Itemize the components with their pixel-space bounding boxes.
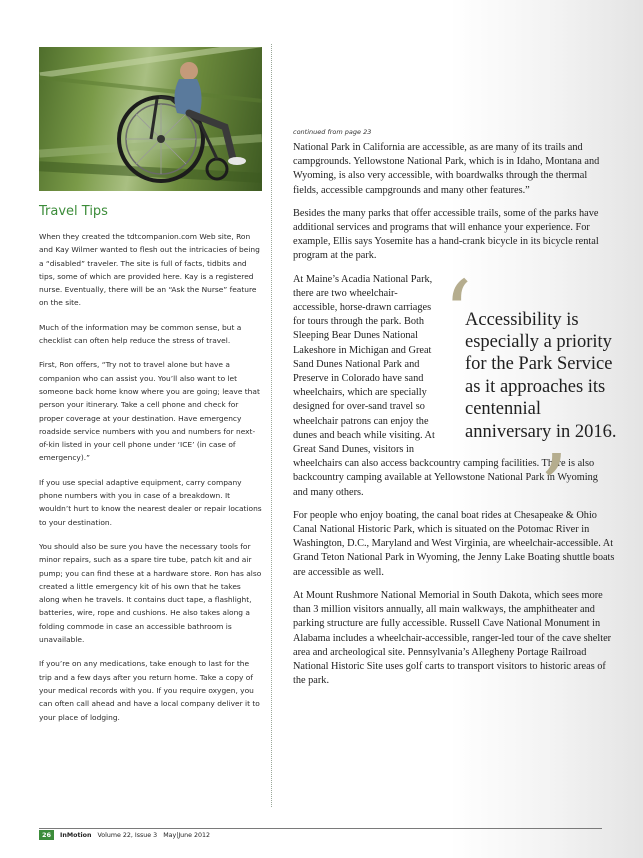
pull-quote-text: Accessibility is especially a priority for the Park Service as it approaches its centennial anniversary in 2016.	[465, 309, 617, 442]
sidebar-paragraph: First, Ron offers, “Try not to travel alone but have a companion who can assist you. You’ll also want to let someone back home know where you are going; leave that person your itinerary. Take a cell phone and check for proper coverage at your destination. Have emergency roadside service numbers with you and numbers for next-of-kin listed in your cell phone under ‘ICE’ (in case of emergency).”	[39, 360, 260, 463]
travel-tips-sidebar	[39, 204, 263, 735]
sidebar-paragraph: You should also be sure you have the necessary tools for minor repairs, such as a spare tire tube, patch kit and air pump; you can find these at a hardware store. Ron has also created a little emergency kit of his own that he takes along when he travels. It contains duct tape, a flashlight, batteries, wire, rope and cushions. He also takes along a folding commode in case an accessible bathroom is unavailable.	[39, 541, 262, 645]
wheelchair-photo	[39, 47, 262, 191]
sidebar-paragraph: If you use special adaptive equipment, carry company phone numbers with you in case of a breakdown. It wouldn’t hurt to know the nearest dealer or repair locations to your destination.	[39, 477, 262, 527]
sidebar-paragraph: When they created the tdtcompanion.com Web site, Ron and Kay Wilmer wanted to flesh out the intricacies of being a “disabled” traveler. The site is full of facts, tidbits and tips, some of which are provided here. Kay is a registered nurse. Eventually, there will be an “Ask the Nurse” feature on the site.	[39, 232, 260, 308]
sidebar-paragraph: Much of the information may be common sense, but a checklist can often help reduce the stress of travel.	[39, 322, 242, 346]
wheelchair-illustration	[39, 47, 262, 191]
open-quote-mark: ‘	[443, 260, 473, 368]
article-paragraph: At Maine’s Acadia National Park, there are two wheelchair-accessible, horse-drawn carriages for tours through the park. Both Sleeping Bear Dunes National Lakeshore in Michigan and Great Sand Dunes National Park and Preserve in Colorado have sand wheelchairs, which are specially designed for over-sand travel so wheelchair patrons can enjoy the dunes and beach while visiting. At Great Sand Dunes, visitors in	[293, 273, 435, 456]
article-paragraph: At Mount Rushmore National Memorial in South Dakota, which sees more than 3 million visitors annually, all main walkways, the amphitheater and parking structure are fully accessible. Russell Cave National Monument in Alabama includes a wheelchair-accessible, ranger-led tour of the cave shelter area and archeological site. Pennsylvania’s Allegheny Portage Railroad National Historic Site uses golf carts to transport visitors to historic areas of the park.	[293, 589, 612, 687]
article-column	[293, 128, 615, 697]
magazine-brand: InMotion	[60, 831, 92, 839]
page-footer	[39, 830, 210, 840]
footer-rule	[39, 828, 602, 829]
pull-quote	[443, 260, 619, 542]
article-paragraph: Besides the many parks that offer accessible trails, some of the parks have additional services and programs that will enhance your experience. For example, Ellis says Yosemite has a hand-crank bicycle in its bicycle rental program at the park.	[293, 207, 599, 262]
sidebar-paragraph: If you’re on any medications, take enough to last for the trip and a few days after you return home. Take a copy of your medical records with you. If you require oxygen, you can often call ahead and have a local company deliver it to your place of lodging.	[39, 659, 260, 722]
article-paragraph: wheelchairs can also access backcountry camping facilities. There is also backcountry camping available at Yellowstone National Park in Wyoming and many others.	[293, 458, 598, 498]
column-divider	[271, 44, 272, 807]
sidebar-heading: Travel Tips	[39, 204, 108, 219]
issue-info: Volume 22, Issue 3	[97, 831, 158, 839]
continued-note: continued from page 23	[293, 128, 372, 136]
close-quote-mark: ’	[539, 434, 569, 542]
page-number: 26	[39, 830, 54, 840]
wrapped-text	[293, 273, 435, 458]
article-paragraph: For people who enjoy boating, the canal boat rides at Chesapeake & Ohio Canal National Historic Park, which is situated on the Potomac River in Washington, D.C., Maryland and West Virginia, are wheelchair-accessible. At Grand Teton National Park in Wyoming, the Jenny Lake Boating shuttle boats are accessible as well.	[293, 509, 615, 578]
issue-date: May|June 2012	[163, 831, 211, 839]
article-paragraph: National Park in California are accessible, as are many of its trails and campgrounds. Yellowstone National Park, which is in Idaho, Montana and Wyoming, is also very accessible, with boardwalks through the thermal fields, accessible campgrounds and many other features.”	[293, 142, 600, 196]
